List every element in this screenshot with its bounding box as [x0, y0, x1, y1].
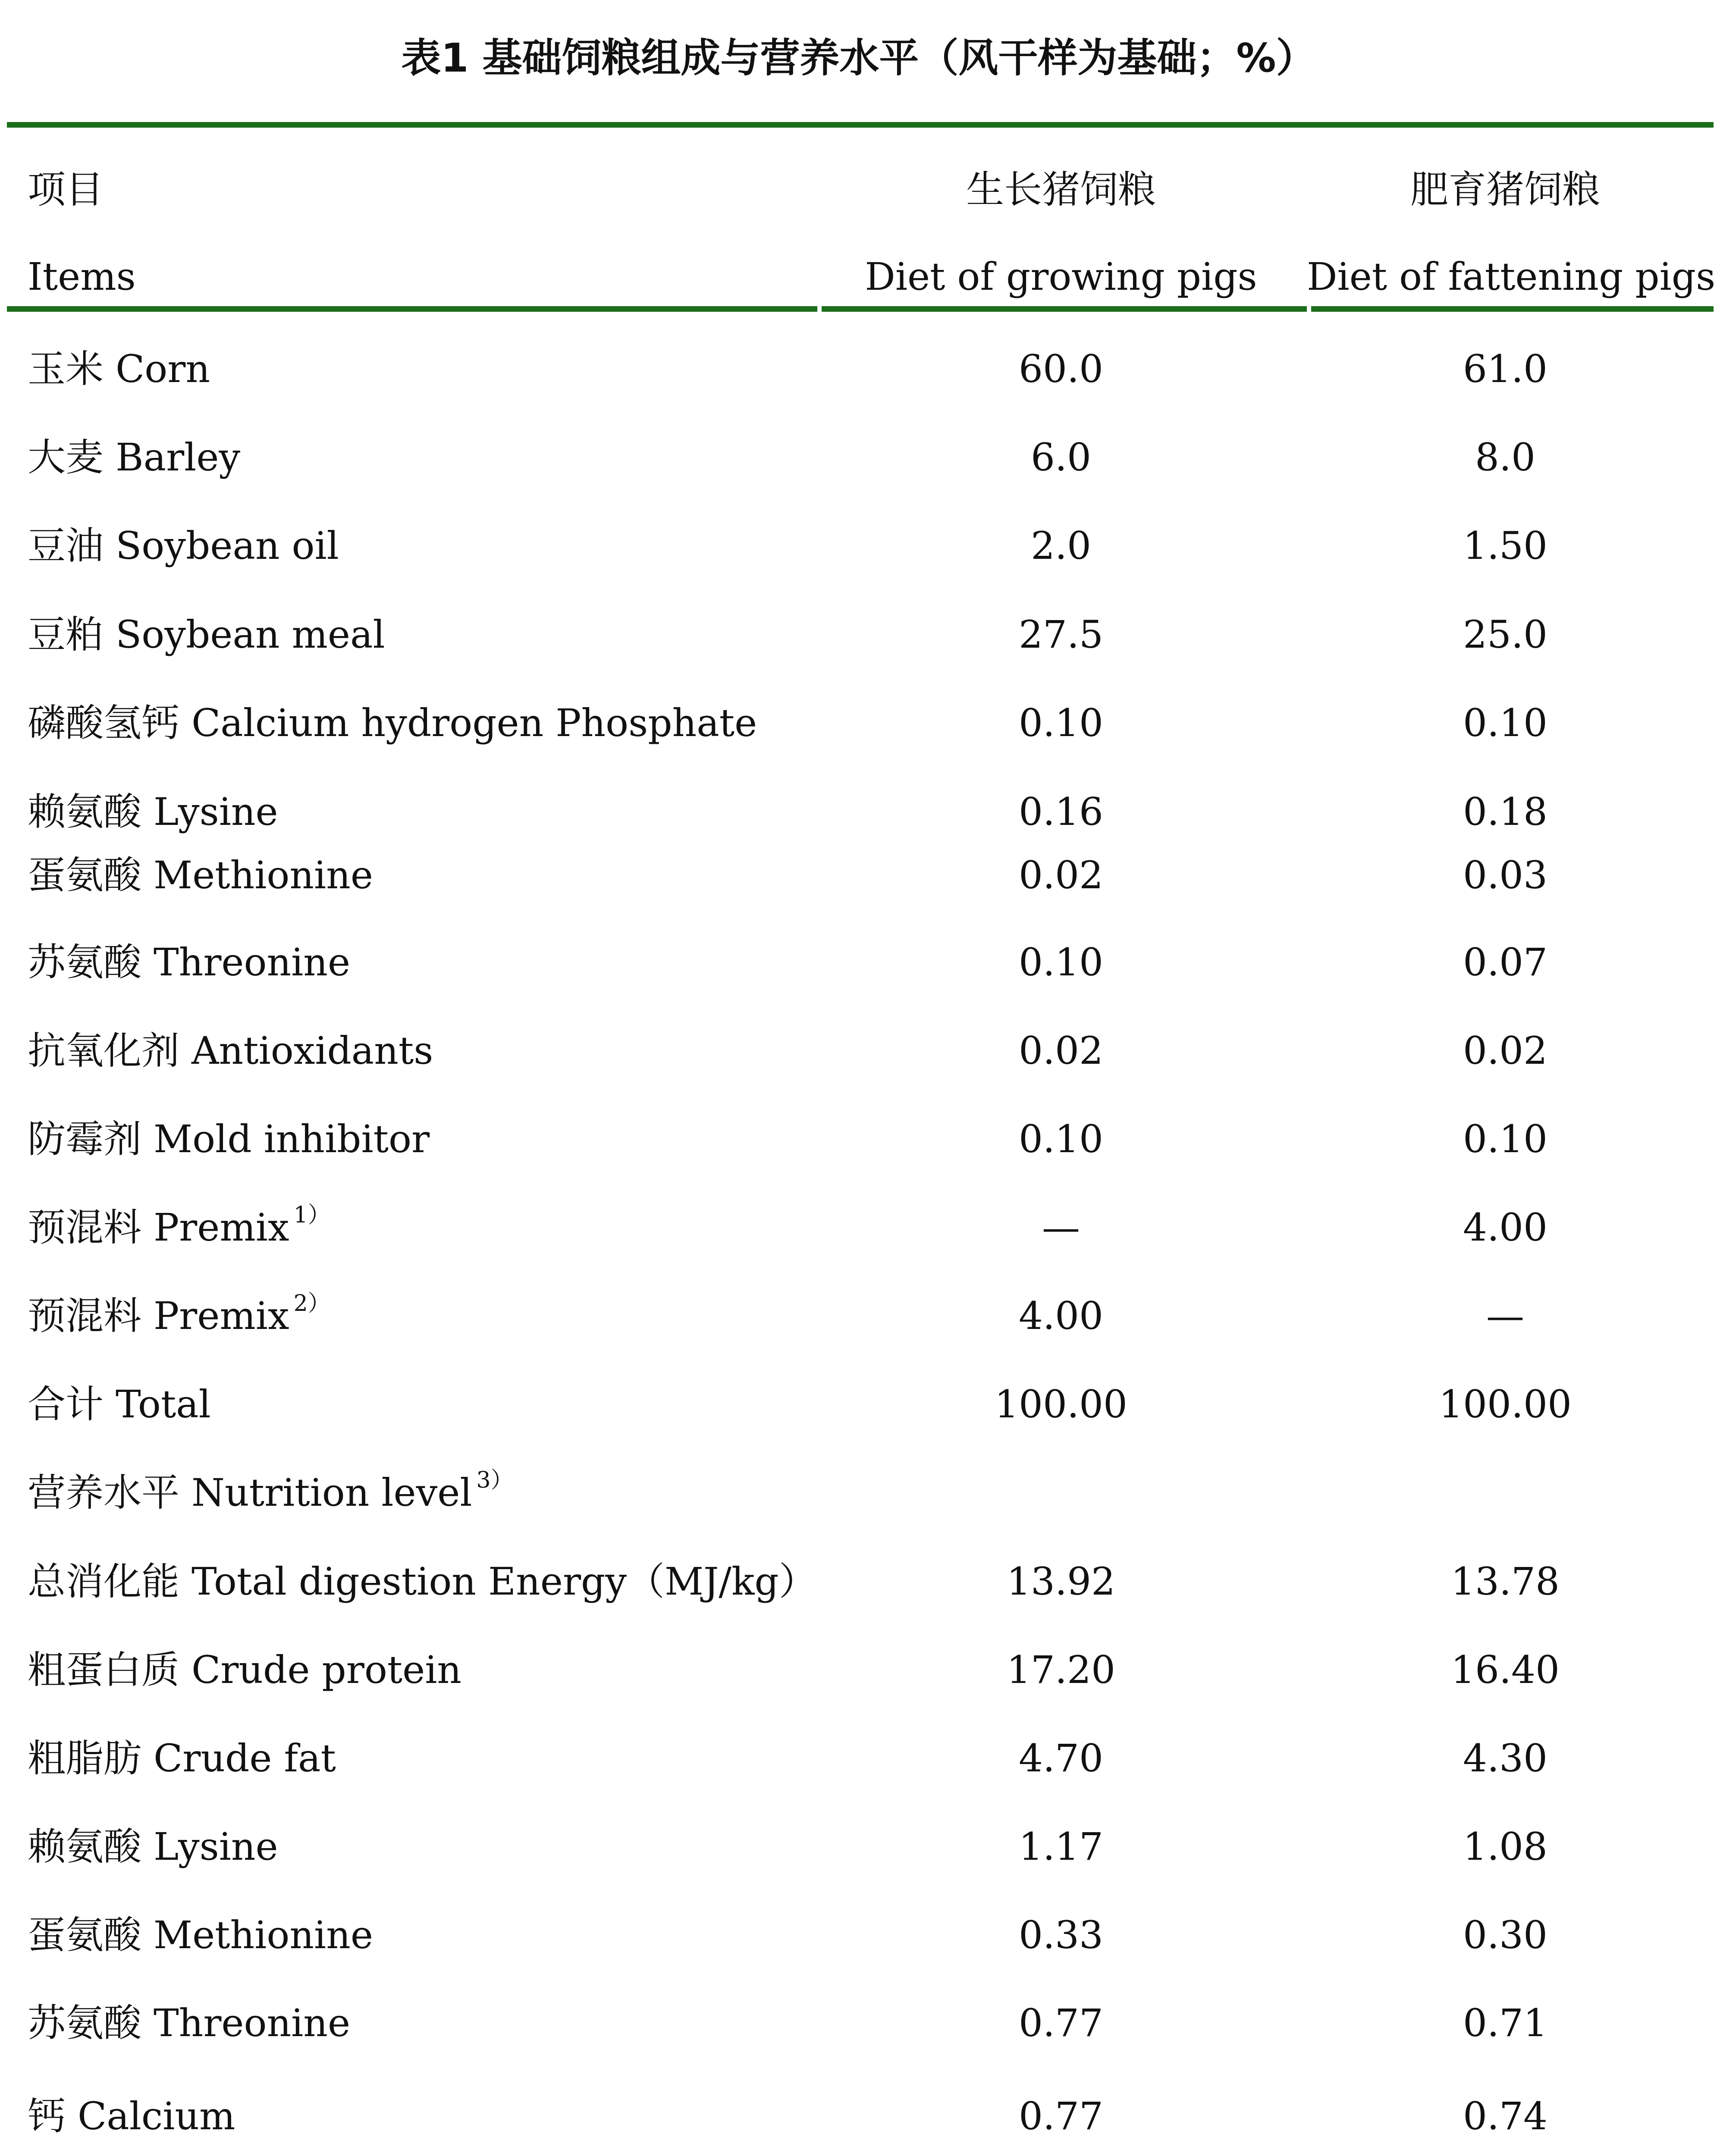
row-growing-value: 2.0: [1031, 523, 1091, 568]
row-growing-value: 60.0: [1019, 347, 1103, 391]
header-fattening-cn: 肥育猪饲粮: [1410, 167, 1600, 212]
table-row: [0, 1812, 1717, 1881]
row-fattening-value: 0.10: [1463, 701, 1547, 745]
table-row: [0, 928, 1717, 997]
table-row: [0, 1547, 1717, 1616]
table-row: [0, 1724, 1717, 1793]
row-item-text: 抗氧化剂 Antioxidants: [28, 1028, 433, 1073]
row-growing-value: 4.00: [1019, 1294, 1103, 1338]
row-fattening-value: 61.0: [1463, 347, 1547, 391]
row-item-text: 豆油 Soybean oil: [28, 523, 339, 568]
row-item-label: [28, 1547, 817, 1616]
table-row: [0, 689, 1717, 758]
header-rule-gap: [817, 304, 822, 315]
row-fattening-value: 16.40: [1451, 1648, 1560, 1692]
header-growing-cn: 生长猪饲粮: [966, 167, 1156, 212]
row-item-label: [28, 423, 240, 492]
row-growing-value: 0.33: [1019, 1913, 1103, 1957]
table-row: [0, 1989, 1717, 2058]
table-row: [0, 1105, 1717, 1174]
row-growing-value: 0.02: [1019, 1028, 1103, 1073]
row-item-label: [28, 600, 385, 669]
row-item-label: [28, 1370, 211, 1439]
row-fattening-value: 0.74: [1463, 2094, 1547, 2138]
table-row: [0, 841, 1717, 910]
table-row: [0, 1016, 1717, 1085]
row-fattening-value: 8.0: [1475, 435, 1535, 479]
header-items-cn: 项目: [28, 167, 104, 212]
row-item-text: 苏氨酸 Threonine: [28, 940, 351, 984]
row-growing-value: 100.00: [995, 1382, 1127, 1426]
row-item-label: [28, 511, 339, 580]
row-item-text: 蛋氨酸 Methionine: [28, 853, 373, 897]
row-item-text: 预混料 Premix: [28, 1205, 289, 1250]
table-title: 表1 基础饲粮组成与营养水平（风干样为基础；%）: [401, 35, 1316, 81]
row-item-text: 总消化能 Total digestion Energy（MJ/kg）: [28, 1559, 817, 1604]
row-item-text: 营养水平 Nutrition level: [28, 1470, 472, 1515]
row-item-label: [28, 335, 210, 404]
row-item-label: [28, 1016, 433, 1085]
header-rule: [7, 306, 1714, 312]
header-fattening-en: Diet of fattening pigs: [1307, 254, 1716, 299]
row-item-text: 大麦 Barley: [28, 435, 241, 479]
row-item-label: [28, 928, 350, 997]
footnote-reference: 3）: [476, 1467, 513, 1493]
row-fattening-value: 0.07: [1463, 940, 1547, 984]
table-row: [0, 600, 1717, 669]
row-growing-value: 0.10: [1019, 940, 1103, 984]
row-fattening-value: 0.03: [1463, 853, 1547, 897]
row-item-text: 粗蛋白质 Crude protein: [28, 1648, 462, 1692]
table-row: [0, 1193, 1717, 1262]
row-fattening-value: 0.71: [1463, 2001, 1547, 2045]
row-item-text: 蛋氨酸 Methionine: [28, 1913, 373, 1957]
row-item-label: [28, 1901, 373, 1970]
row-fattening-value: 4.30: [1463, 1736, 1547, 1780]
row-item-label: [28, 1282, 330, 1351]
row-item-text: 预混料 Premix: [28, 1294, 289, 1338]
row-item-text: 赖氨酸 Lysine: [28, 1824, 278, 1869]
row-fattening-value: 0.18: [1463, 790, 1547, 834]
row-growing-value: 6.0: [1031, 435, 1091, 479]
table-row: [0, 511, 1717, 580]
row-item-label: [28, 841, 373, 910]
row-item-label: [28, 1724, 336, 1793]
row-item-text: 玉米 Corn: [28, 347, 210, 391]
row-item-text: 苏氨酸 Threonine: [28, 2001, 351, 2045]
header-items-en: Items: [28, 254, 136, 299]
row-growing-value: 1.17: [1019, 1824, 1103, 1869]
row-item-text: 钙 Calcium: [28, 2094, 235, 2138]
row-item-label: [28, 777, 278, 846]
row-growing-value: 0.10: [1019, 701, 1103, 745]
footnote-reference: 2）: [293, 1290, 330, 1316]
row-fattening-value: 1.50: [1463, 523, 1547, 568]
row-item-label: [28, 1458, 513, 1527]
row-growing-value: 0.16: [1019, 790, 1103, 834]
header-rule-gap: [1307, 304, 1311, 315]
row-fattening-value: —: [1486, 1294, 1524, 1338]
row-item-text: 赖氨酸 Lysine: [28, 790, 278, 834]
row-growing-value: 0.77: [1019, 2094, 1103, 2138]
row-item-text: 粗脂肪 Crude fat: [28, 1736, 336, 1780]
table-row: [0, 777, 1717, 846]
row-item-text: 合计 Total: [28, 1382, 211, 1426]
table-row: [0, 1636, 1717, 1705]
row-fattening-value: 1.08: [1463, 1824, 1547, 1869]
top-rule: [7, 122, 1714, 128]
header-growing-en: Diet of growing pigs: [865, 254, 1257, 299]
table-row: [0, 1901, 1717, 1970]
row-growing-value: 17.20: [1007, 1648, 1115, 1692]
row-item-text: 豆粕 Soybean meal: [28, 612, 385, 657]
row-growing-value: —: [1042, 1205, 1080, 1250]
table-row: [0, 335, 1717, 404]
row-fattening-value: 13.78: [1451, 1559, 1560, 1604]
row-item-label: [28, 1989, 350, 2058]
row-fattening-value: 0.10: [1463, 1117, 1547, 1161]
row-fattening-value: 25.0: [1463, 612, 1547, 657]
row-growing-value: 27.5: [1019, 612, 1103, 657]
table-row: [0, 2082, 1717, 2151]
row-growing-value: 4.70: [1019, 1736, 1103, 1780]
row-item-text: 磷酸氢钙 Calcium hydrogen Phosphate: [28, 701, 757, 745]
row-fattening-value: 0.30: [1463, 1913, 1547, 1957]
table-row: [0, 1282, 1717, 1351]
row-item-text: 防霉剂 Mold inhibitor: [28, 1117, 430, 1161]
row-fattening-value: 4.00: [1463, 1205, 1547, 1250]
row-item-label: [28, 689, 757, 758]
row-item-label: [28, 2082, 235, 2151]
row-item-label: [28, 1193, 330, 1262]
table-row: [0, 1370, 1717, 1439]
row-item-label: [28, 1636, 461, 1705]
footnote-reference: 1）: [293, 1202, 330, 1228]
table-row: [0, 1458, 1717, 1527]
row-fattening-value: 100.00: [1439, 1382, 1572, 1426]
row-fattening-value: 0.02: [1463, 1028, 1547, 1073]
row-growing-value: 0.10: [1019, 1117, 1103, 1161]
row-item-label: [28, 1105, 430, 1174]
row-growing-value: 13.92: [1007, 1559, 1115, 1604]
row-growing-value: 0.02: [1019, 853, 1103, 897]
row-item-label: [28, 1812, 278, 1881]
row-growing-value: 0.77: [1019, 2001, 1103, 2045]
table-row: [0, 423, 1717, 492]
